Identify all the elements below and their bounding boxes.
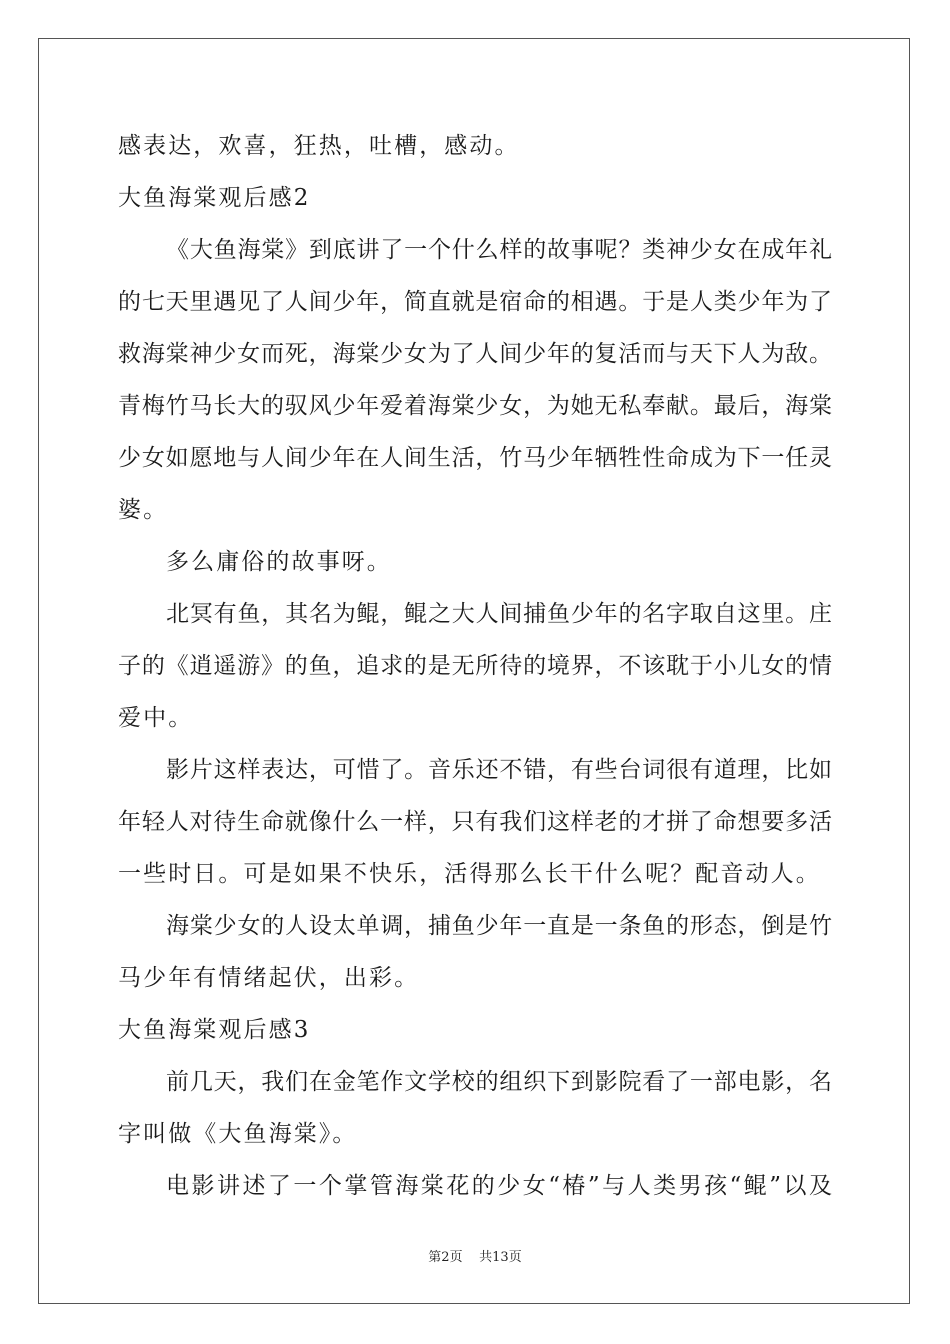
paragraph-line: 海棠少女的人设太单调，捕鱼少年一直是一条鱼的形态，倒是竹 [166,913,832,939]
paragraph-line: 一些时日。可是如果不快乐，活得那么长干什么呢？配音动人。 [118,861,821,887]
paragraph-line: 青梅竹马长大的驭风少年爱着海棠少女，为她无私奉献。最后，海棠 [118,393,832,419]
paragraph-line: 字叫做《大鱼海棠》。 [118,1121,358,1147]
paragraph-line: 的七天里遇见了人间少年，简直就是宿命的相遇。于是人类少年为了 [118,289,832,315]
paragraph-line: 救海棠神少女而死，海棠少女为了人间少年的复活而与天下人为敌。 [118,341,832,367]
page-label-prefix: 第 [428,1250,442,1265]
total-pages-suffix: 页 [508,1250,522,1265]
page-number: 2 [441,1250,450,1265]
page-label-suffix: 页 [449,1250,463,1265]
section-heading: 大鱼海棠观后感2 [118,185,311,211]
paragraph-line: 马少年有情绪起伏，出彩。 [118,965,420,991]
paragraph-line: 子的《逍遥游》的鱼，追求的是无所待的境界，不该耽于小儿女的情 [118,653,832,679]
page-footer [0,1246,950,1265]
paragraph-line: 感表达，欢喜，狂热，吐槽，感动。 [118,133,520,159]
paragraph-line: 爱中。 [118,705,194,731]
paragraph-line: 北冥有鱼，其名为鲲，鲲之大人间捕鱼少年的名字取自这里。庄 [166,601,832,627]
paragraph-line: 电影讲述了一个掌管海棠花的少女“椿”与人类男孩“鲲”以及 [166,1173,832,1199]
paragraph-line: 年轻人对待生命就像什么一样，只有我们这样老的才拼了命想要多活 [118,809,832,835]
total-pages: 13 [492,1250,509,1265]
total-pages-prefix: 共 [479,1250,493,1265]
paragraph-line: 《大鱼海棠》到底讲了一个什么样的故事呢？类神少女在成年礼 [166,237,832,263]
paragraph-line: 影片这样表达，可惜了。音乐还不错，有些台词很有道理，比如 [166,757,832,783]
paragraph-line: 多么庸俗的故事呀。 [166,549,392,575]
paragraph-line: 少女如愿地与人间少年在人间生活，竹马少年牺牲性命成为下一任灵 [118,445,832,471]
paragraph-line: 前几天，我们在金笔作文学校的组织下到影院看了一部电影，名 [166,1069,832,1095]
paragraph-line: 婆。 [118,497,169,523]
section-heading: 大鱼海棠观后感3 [118,1017,311,1043]
